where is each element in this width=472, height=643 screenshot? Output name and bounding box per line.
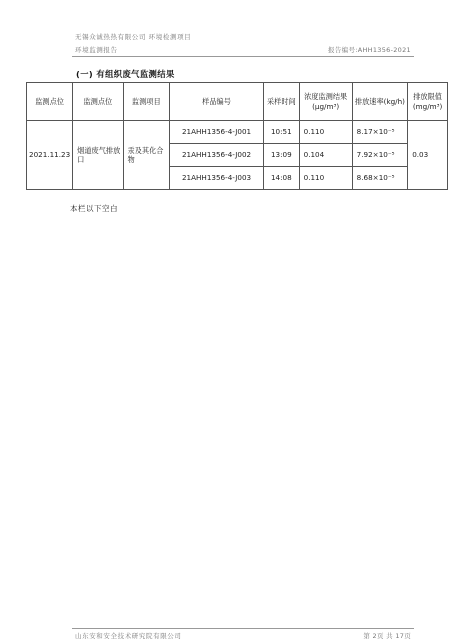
table-header-row <box>27 83 448 121</box>
header-sample-number: 样品编号 <box>170 83 264 121</box>
concentration-cell: 0.110 <box>299 167 352 190</box>
sample-number-cell: 21AHH1356-4-J001 <box>170 121 264 144</box>
header-sampling-time: 采样时间 <box>264 83 300 121</box>
emission-rate-cell: 7.92×10⁻⁵ <box>352 144 408 167</box>
sample-number-cell: 21AHH1356-4-J002 <box>170 144 264 167</box>
monitoring-point-cell: 烟道废气排放口 <box>73 121 123 190</box>
header-concentration: 浓度监测结果(μg/m³) <box>299 83 352 121</box>
header-report-type: 环境监测报告 <box>75 46 118 54</box>
sampling-time-cell: 10:51 <box>264 121 300 144</box>
concentration-cell: 0.110 <box>299 121 352 144</box>
sampling-time-cell: 14:08 <box>264 167 300 190</box>
section-title: (一) 有组织废气监测结果 <box>76 69 175 79</box>
emission-limit-cell: 0.03 <box>408 121 448 190</box>
monitoring-date-cell: 2021.11.23 <box>27 121 73 190</box>
monitoring-item-cell: 汞及其化合物 <box>123 121 170 190</box>
header-monitoring-date: 监测点位 <box>27 83 73 121</box>
header-emission-limit: 排放限值(mg/m³) <box>408 83 448 121</box>
footer-page-number: 第 2页 共 17页 <box>363 632 411 640</box>
footer-divider <box>72 628 414 629</box>
header-emission-rate: 排放速率(kg/h) <box>352 83 408 121</box>
emission-rate-cell: 8.17×10⁻⁵ <box>352 121 408 144</box>
sampling-time-cell: 13:09 <box>264 144 300 167</box>
header-report-number: 报告编号:AHH1356-2021 <box>328 46 411 54</box>
blank-below-note: 本栏以下空白 <box>70 204 118 213</box>
header-monitoring-item: 监测项目 <box>123 83 170 121</box>
header-divider <box>72 56 414 57</box>
results-table <box>26 82 448 190</box>
table-row <box>27 121 448 144</box>
sample-number-cell: 21AHH1356-4-J003 <box>170 167 264 190</box>
footer-organization: 山东安和安全技术研究院有限公司 <box>75 632 182 640</box>
header-monitoring-point: 监测点位 <box>73 83 123 121</box>
concentration-cell: 0.104 <box>299 144 352 167</box>
header-company-project: 无锡众诚热热有限公司 环境检测项目 <box>75 33 192 41</box>
emission-rate-cell: 8.68×10⁻⁵ <box>352 167 408 190</box>
